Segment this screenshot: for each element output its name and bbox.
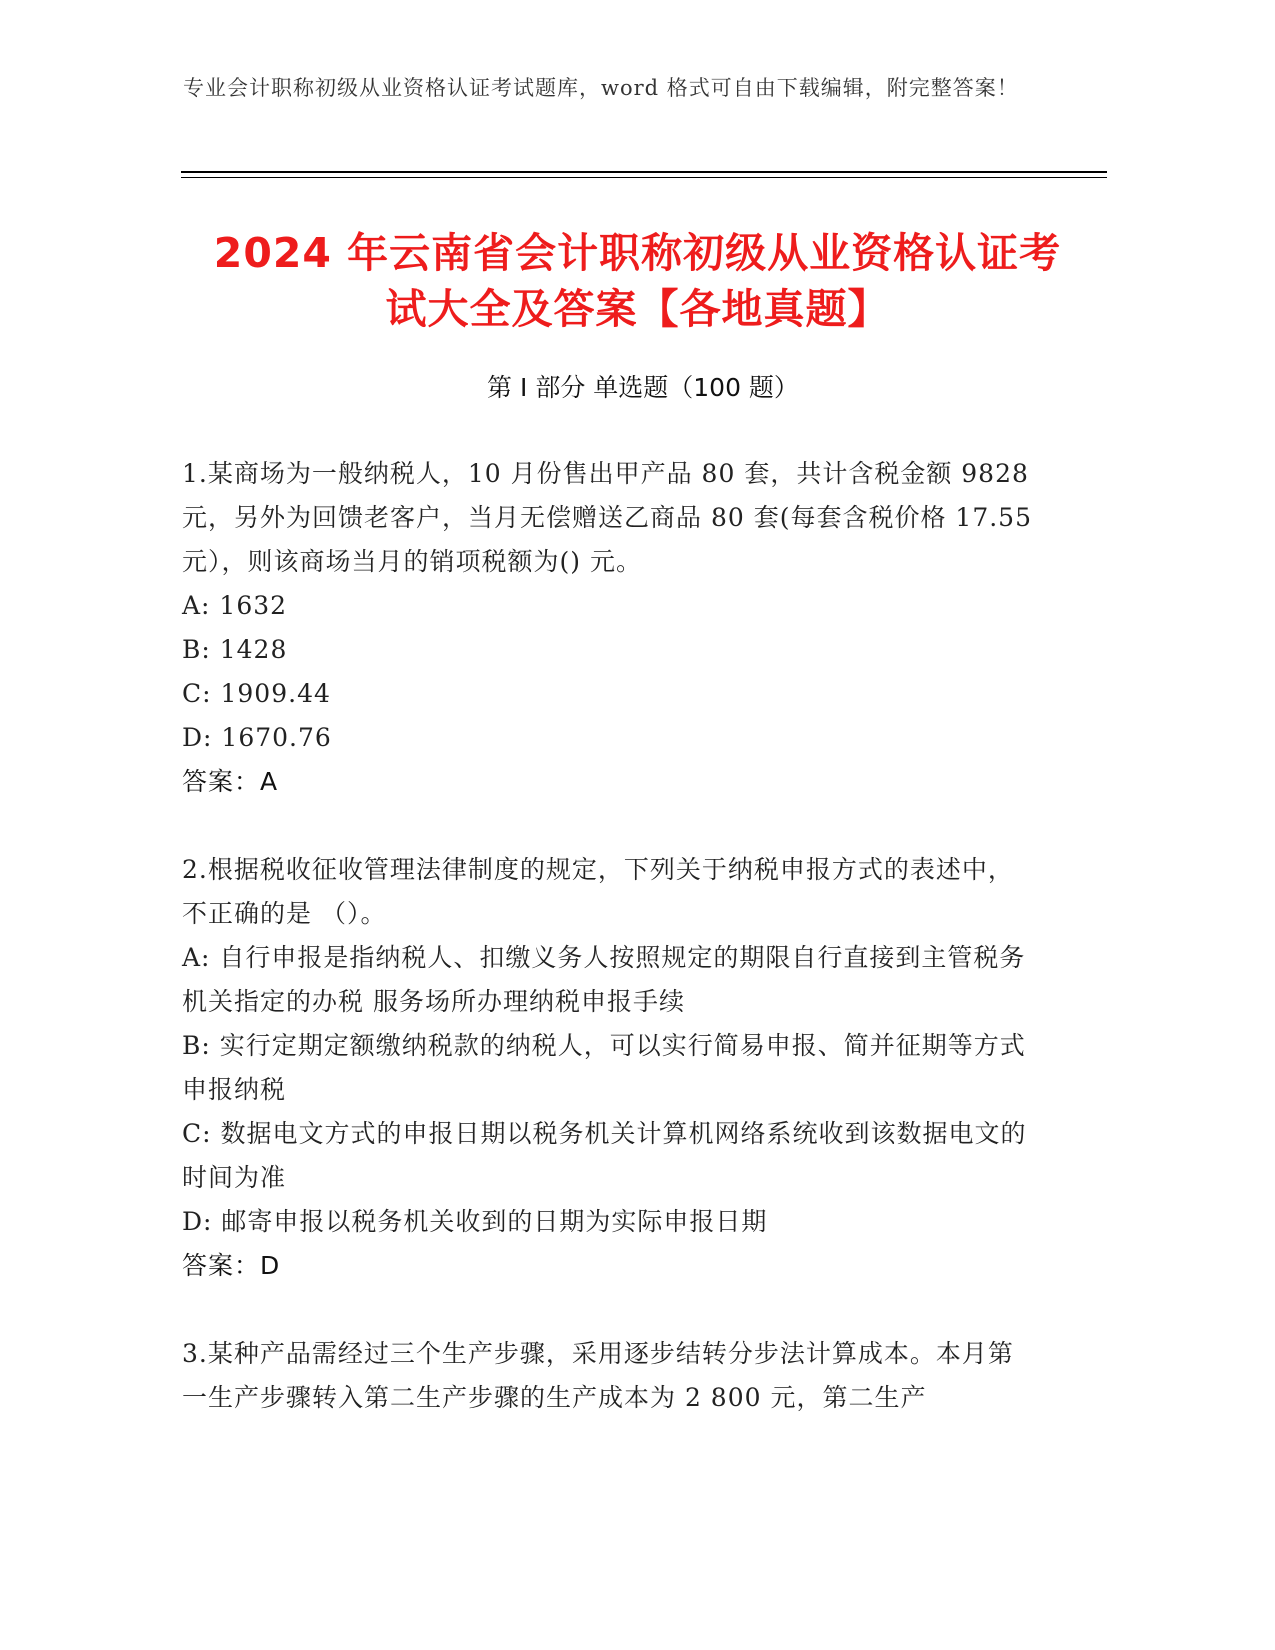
question-spacer (182, 1288, 1032, 1332)
option-c: C: 数据电文方式的申报日期以税务机关计算机网络系统收到该数据电文的时间为准 (182, 1119, 1027, 1192)
question-1 (182, 452, 1032, 804)
option-c: C: 1909.44 (182, 679, 331, 708)
title-line-2: 试大全及答案【各地真题】 (385, 285, 890, 333)
question-stem: 2.根据税收征收管理法律制度的规定，下列关于纳税申报方式的表述中，不正确的是 （）。 (182, 855, 1014, 928)
question-stem: 1.某商场为一般纳税人，10 月份售出甲产品 80 套，共计含税金额 9828 元，另外为回馈老客户，当月无偿赠送乙商品 80 套(每套含税价格 17.55 元），则该商场当月的销项税额为() 元。 (182, 459, 1032, 576)
option-d: D: 1670.76 (182, 723, 332, 752)
option-d: D: 邮寄申报以税务机关收到的日期为实际申报日期 (182, 1207, 768, 1236)
answer: 答案：A (182, 767, 279, 796)
option-b: B: 实行定期定额缴纳税款的纳税人，可以实行简易申报、简并征期等方式申报纳税 (182, 1031, 1026, 1104)
title-line-1: 2024 年云南省会计职称初级从业资格认证考 (213, 229, 1062, 277)
header-divider-thin (181, 177, 1107, 178)
option-a: A: 自行申报是指纳税人、扣缴义务人按照规定的期限自行直接到主管税务机关指定的办税 服务场所办理纳税申报手续 (182, 943, 1026, 1016)
question-2 (182, 848, 1032, 1288)
question-stem: 3.某种产品需经过三个生产步骤，采用逐步结转分步法计算成本。本月第一生产步骤转入第二生产步骤的生产成本为 2 800 元，第二生产 (182, 1339, 1014, 1412)
section-heading: 第 I 部分 单选题（100 题） (487, 373, 799, 402)
option-a: A: 1632 (182, 591, 288, 620)
header-note: 专业会计职称初级从业资格认证考试题库，word 格式可自由下载编辑，附完整答案！ (183, 76, 1019, 100)
option-b: B: 1428 (182, 635, 288, 664)
question-spacer (182, 804, 1032, 848)
question-3 (182, 1332, 1032, 1420)
question-list (182, 452, 1032, 1420)
document-title (170, 225, 1105, 337)
answer: 答案：D (182, 1251, 281, 1280)
header-divider-thick (181, 171, 1107, 173)
